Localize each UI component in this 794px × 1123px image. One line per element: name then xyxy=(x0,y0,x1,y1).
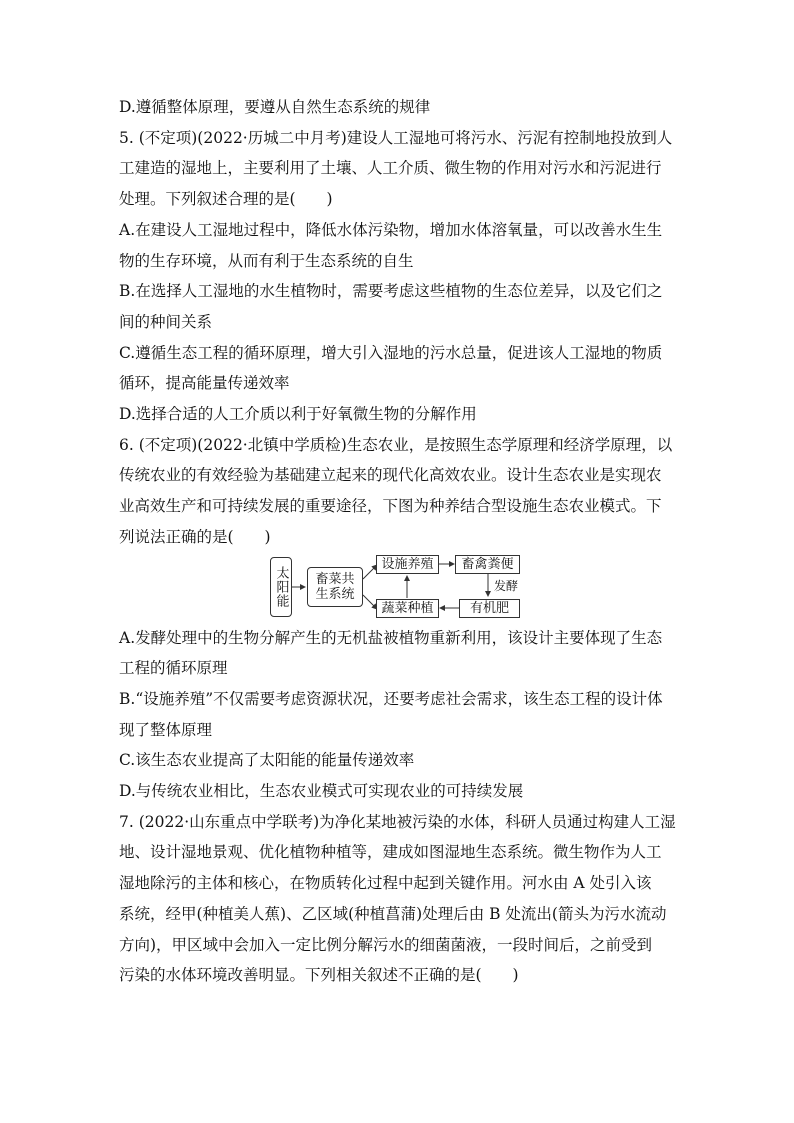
system-label-2: 生系统 xyxy=(315,586,355,602)
facility-box xyxy=(376,555,439,574)
ferment-label: 发酵 xyxy=(494,578,519,593)
text-line: 现了整体原理 xyxy=(119,720,213,739)
text-line: D.与传统农业相比，生态农业模式可实现农业的可持续发展 xyxy=(119,782,524,801)
text-line: 地、设计湿地景观、优化植物种植等，建成如图湿地生态系统。微生物作为人工 xyxy=(119,843,662,862)
text-line: 工程的循环原理 xyxy=(119,659,228,678)
text-block-1 xyxy=(119,92,679,553)
text-line: 方向)，甲区域中会加入一定比例分解污水的细菌菌液，一段时间后，之前受到 xyxy=(119,935,653,954)
text-line: 循环，提高能量传递效率 xyxy=(119,374,290,393)
veg-label: 蔬菜种植 xyxy=(381,600,434,616)
manure-box xyxy=(455,555,520,574)
text-line: D.遵循整体原理，要遵从自然生态系统的规律 xyxy=(119,98,431,116)
manure-label: 畜禽粪便 xyxy=(461,556,514,572)
page-content xyxy=(119,92,679,991)
arrow-system-facility xyxy=(363,565,377,579)
text-line: A.发酵处理中的生物分解产生的无机盐被植物重新利用，该设计主要体现了生态 xyxy=(119,628,663,647)
text-line: 7. (2022·山东重点中学联考)为净化某地被污染的水体，科研人员通过构建人工湿 xyxy=(119,812,676,831)
fert-box xyxy=(459,599,520,618)
text-line: B.在选择人工湿地的水生植物时，需要考虑这些植物的生态位差异，以及它们之 xyxy=(119,282,663,301)
system-label-1: 畜菜共 xyxy=(315,571,355,587)
text-line: 处理。下列叙述合理的是( ) xyxy=(119,190,333,209)
text-line: 系统，经甲(种植美人蕉)、乙区域(种植菖蒲)处理后由 B 处流出(箭头为污水流动 xyxy=(119,904,667,923)
facility-label: 设施养殖 xyxy=(381,556,434,572)
text-line: 间的种间关系 xyxy=(119,312,213,331)
text-line: B.“设施养殖”不仅需要考虑资源状况，还要考虑社会需求，该生态工程的设计体 xyxy=(119,689,663,708)
text-line: 传统农业的有效经验为基础建立起来的现代化高效农业。设计生态农业是实现农 xyxy=(119,466,662,485)
fert-label: 有机肥 xyxy=(469,600,509,616)
text-line: 5. (不定项)(2022·历城二中月考)建设人工湿地可将污水、污泥有控制地投放到人 xyxy=(119,128,673,147)
text-line: C.该生态农业提高了太阳能的能量传递效率 xyxy=(119,751,415,770)
arrow-system-veg xyxy=(363,595,377,609)
text-line: 列说法正确的是( ) xyxy=(119,527,271,546)
text-line: 6. (不定项)(2022·北镇中学质检)生态农业，是按照生态学原理和经济学原理，以 xyxy=(119,435,673,454)
text-line: 湿地除污的主体和核心，在物质转化过程中起到关键作用。河水由 A 处引入该 xyxy=(119,874,652,893)
text-line: 污染的水体环境改善明显。下列相关叙述不正确的是( ) xyxy=(119,966,519,985)
text-line: 业高效生产和可持续发展的重要途径，下图为种养结合型设施生态农业模式。下 xyxy=(119,497,662,516)
text-block-2 xyxy=(119,623,679,991)
text-line: 物的生存环境，从而有利于生态系统的自生 xyxy=(119,251,414,270)
sun-box xyxy=(270,557,292,617)
text-line: A.在建设人工湿地过程中，降低水体污染物，增加水体溶氧量，可以改善水生生 xyxy=(119,220,663,239)
text-line: C.遵循生态工程的循环原理，增大引入湿地的污水总量，促进该人工湿地的物质 xyxy=(119,343,663,362)
system-box xyxy=(307,567,363,607)
eco-agriculture-diagram xyxy=(119,553,679,623)
text-line: D.选择合适的人工介质以利于好氧微生物的分解作用 xyxy=(119,405,477,424)
sun-label: 太阳能 xyxy=(273,565,289,608)
text-line: 工建造的湿地上，主要利用了土壤、人工介质、微生物的作用对污水和污泥进行 xyxy=(119,159,662,178)
veg-box xyxy=(376,599,439,618)
